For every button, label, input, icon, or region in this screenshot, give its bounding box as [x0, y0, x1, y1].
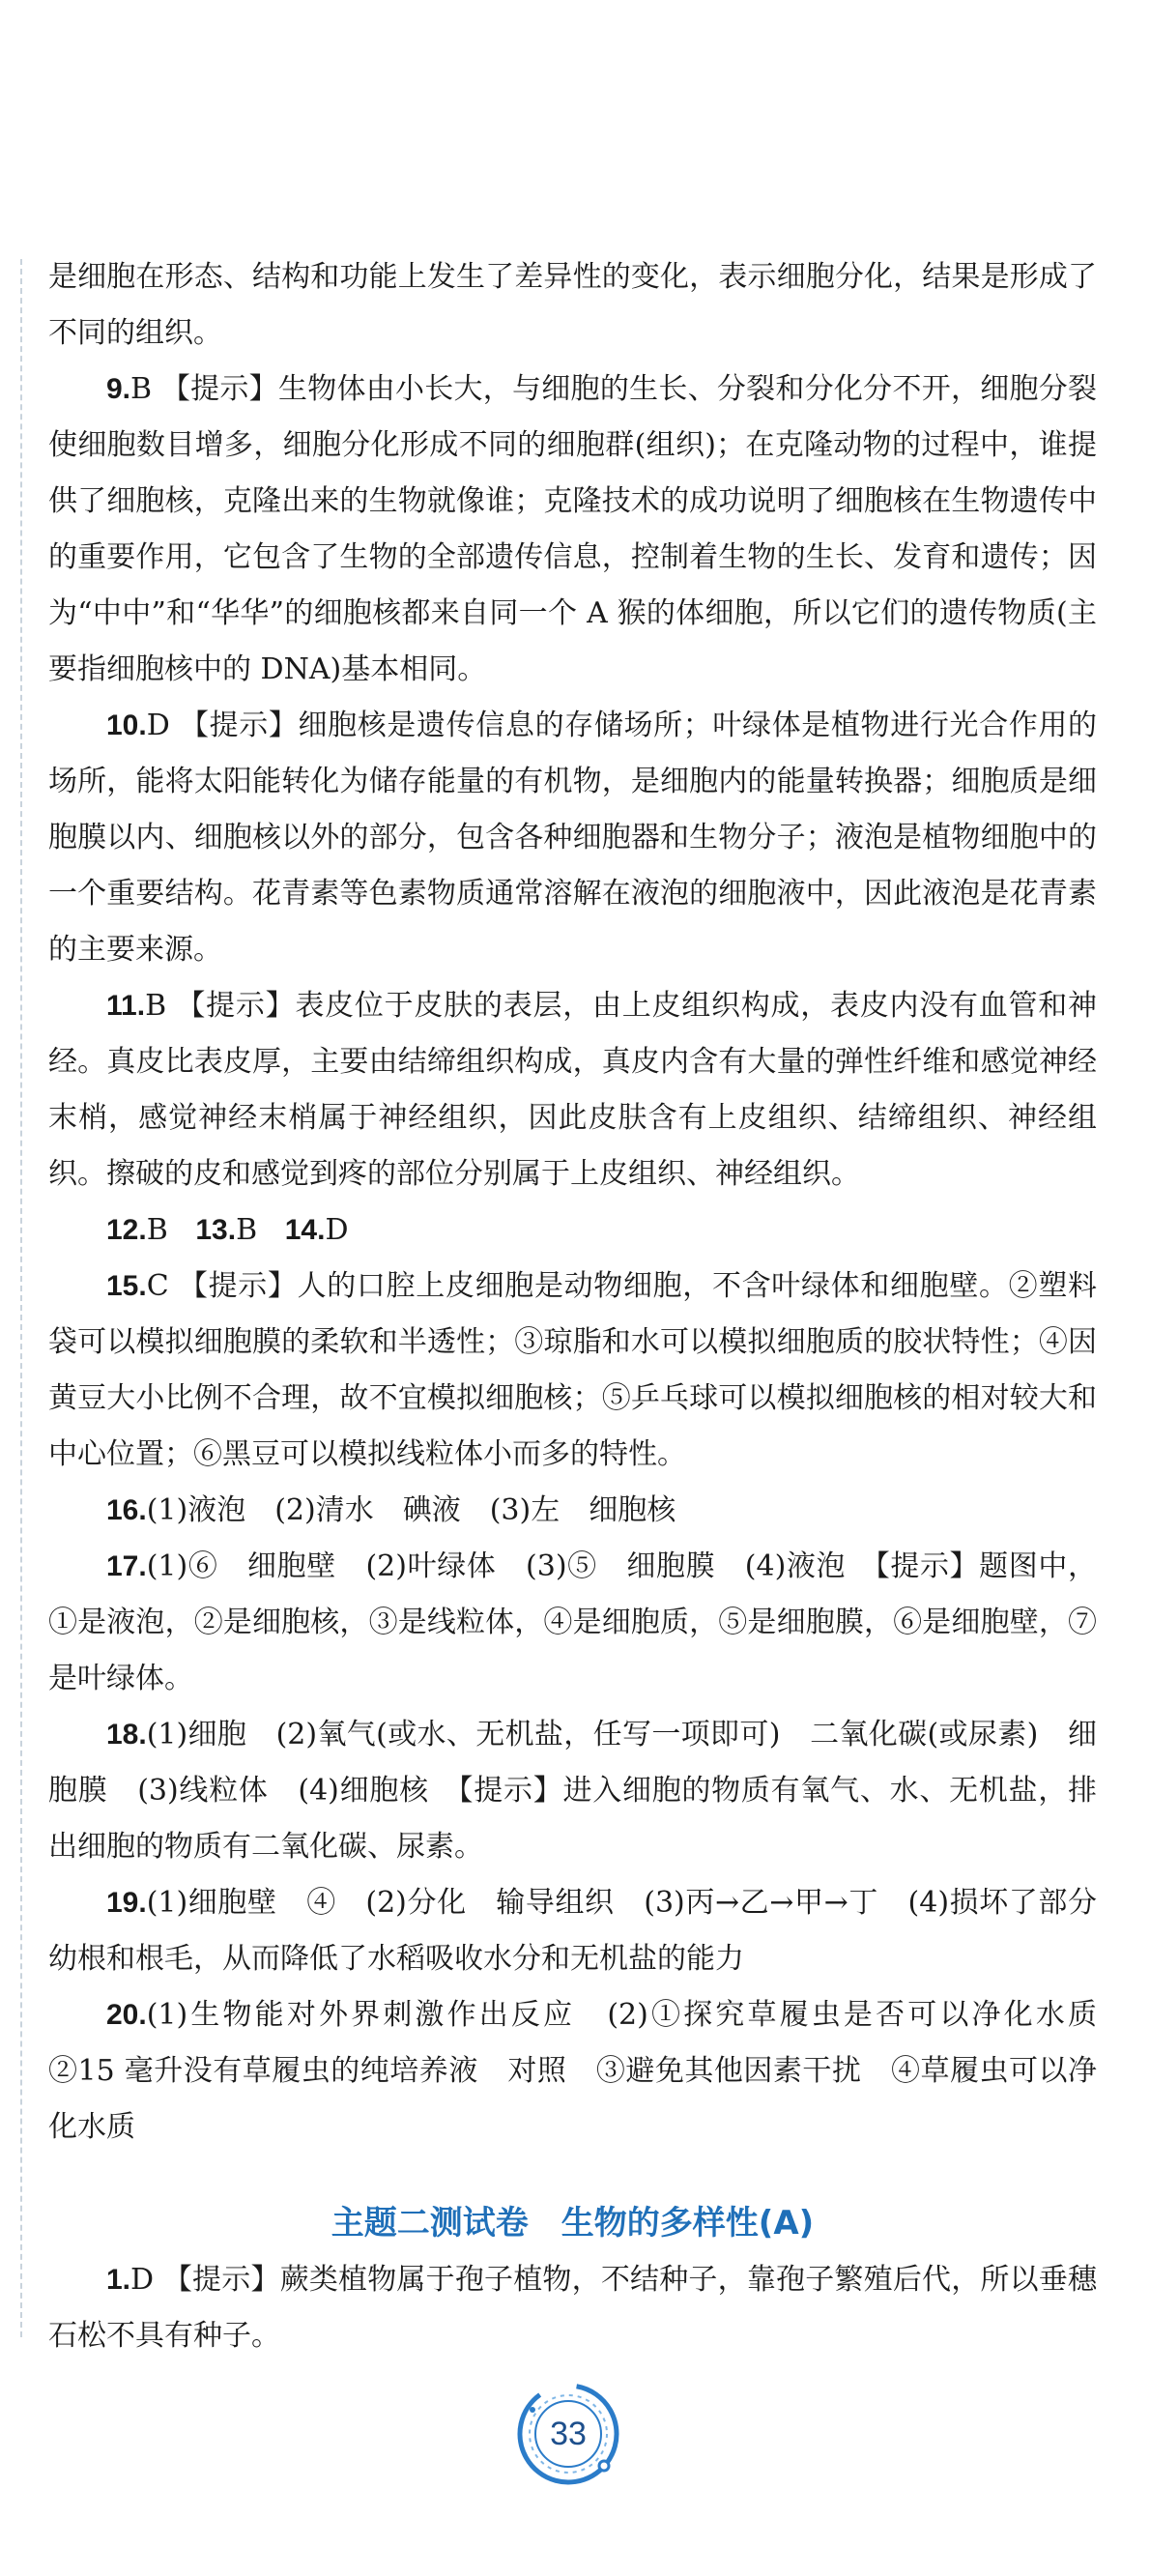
answer-letter: B: [130, 372, 153, 406]
question-number: 18.: [106, 1719, 147, 1751]
question-number: 15.: [106, 1270, 147, 1302]
page-number-badge: [515, 2381, 621, 2487]
answer-letter: B: [236, 1213, 258, 1247]
question-number: 14.: [284, 1214, 326, 1246]
question-number: 1.: [106, 2264, 131, 2296]
page-margin-dashed-line: [20, 259, 22, 2337]
paragraph-text: 表皮位于皮肤的表层，由上皮组织构成，表皮内没有血管和神经。真皮比表皮厚，主要由结缔组织构成，真皮内含有大量的弹性纤维和感觉神经末梢，感觉神经末梢属于神经组织，因此皮肤含有上皮组织、结缔组织、神经组织。擦破的皮和感觉到疼的部位分别属于上皮组织、神经组织。: [48, 989, 1097, 1191]
answer-11: [48, 978, 1097, 1202]
paragraph-text: 人的口腔上皮细胞是动物细胞，不含叶绿体和细胞壁。②塑料袋可以模拟细胞膜的柔软和半透性；③琼脂和水可以模拟细胞质的胶状特性；④因黄豆大小比例不合理，故不宜模拟细胞核；⑤乒乓球可以模拟细胞核的相对较大和中心位置；⑥黑豆可以模拟线粒体小而多的特性。: [48, 1269, 1098, 1471]
paragraph-text: (1)⑥ 细胞壁 (2)叶绿体 (3)⑤ 细胞膜 (4)液泡 【提示】题图中，①是液泡，②是细胞核，③是线粒体，④是细胞质，⑤是细胞膜，⑥是细胞壁，⑦是叶绿体。: [48, 1549, 1097, 1695]
question-number: 10.: [106, 709, 147, 741]
hint-label: 【提示】: [178, 1269, 298, 1303]
answer-1: [48, 2252, 1097, 2364]
answer-9: [48, 362, 1097, 698]
answer-19: [48, 1875, 1097, 1987]
paragraph-text: (1)液泡 (2)清水 碘液 (3)左 细胞核: [146, 1493, 676, 1527]
answer-letter: C: [146, 1269, 169, 1303]
question-number: 17.: [106, 1550, 147, 1582]
answer-letter: B: [146, 1213, 168, 1247]
hint-label: 【提示】: [162, 2263, 280, 2297]
hint-label: 【提示】: [179, 709, 299, 742]
paragraph-text: 细胞核是遗传信息的存储场所；叶绿体是植物进行光合作用的场所，能将太阳能转化为储存能量的有机物，是细胞内的能量转换器；细胞质是细胞膜以内、细胞核以外的部分，包含各种细胞器和生物分子；液泡是植物细胞中的一个重要结构。花青素等色素物质通常溶解在液泡的细胞液中，因此液泡是花青素的主要来源。: [48, 709, 1097, 967]
answer-16: [48, 1483, 1097, 1539]
answer-letter: D: [130, 2263, 155, 2297]
paragraph-text: 蕨类植物属于孢子植物，不结种子，靠孢子繁殖后代，所以垂穗石松不具有种子。: [48, 2263, 1098, 2353]
question-number: 20.: [106, 1999, 147, 2031]
page-number: 33: [550, 2416, 587, 2452]
paragraph-text: (1)生物能对外界刺激作出反应 (2)①探究草履虫是否可以净化水质 ②15 毫升没有草履虫的纯培养液 对照 ③避免其他因素干扰 ④草履虫可以净化水质: [48, 1998, 1126, 2144]
question-number: 11.: [106, 990, 146, 1022]
answer-10: [48, 698, 1097, 978]
question-number: 12.: [106, 1214, 147, 1246]
answer-letter: D: [146, 709, 170, 742]
section-title: 主题二测试卷 生物的多样性(A): [331, 2204, 815, 2243]
answer-content: [48, 249, 1126, 2364]
hint-label: 【提示】: [160, 372, 278, 406]
paragraph-continuation: [48, 249, 1097, 362]
question-number: 19.: [106, 1887, 147, 1919]
answer-letter: D: [325, 1213, 349, 1247]
paragraph-text: 生物体由小长大，与细胞的生长、分裂和分化分不开，细胞分裂使细胞数目增多，细胞分化形成不同的细胞群(组织)；在克隆动物的过程中，谁提供了细胞核，克隆出来的生物就像谁；克隆技术的成功说明了细胞核在生物遗传中的重要作用，它包含了生物的全部遗传信息，控制着生物的生长、发育和遗传；因为“中中”和“华华”的细胞核都来自同一个 A 猴的体细胞，所以它们的遗传物质(主要指细胞核中的 DNA)基本相同。: [48, 372, 1098, 686]
paragraph-text: (1)细胞 (2)氧气(或水、无机盐，任写一项即可) 二氧化碳(或尿素) 细胞膜 (3)线粒体 (4)细胞核 【提示】进入细胞的物质有氧气、水、无机盐，排出细胞的物质有二氧化碳、尿素。: [48, 1718, 1097, 1864]
answer-20: [48, 1987, 1126, 2156]
answer-letter: B: [145, 989, 167, 1023]
question-number: 9.: [106, 373, 131, 405]
question-number: 16.: [106, 1494, 147, 1526]
question-number: 13.: [195, 1214, 237, 1246]
answer-15: [48, 1259, 1097, 1483]
hint-label: 【提示】: [176, 989, 296, 1023]
answer-17: [48, 1539, 1097, 1707]
answer-18: [48, 1707, 1097, 1875]
answer-12-14: [48, 1202, 1097, 1259]
paragraph-text: 是细胞在形态、结构和功能上发生了差异性的变化，表示细胞分化，结果是形成了不同的组织。: [48, 260, 1097, 350]
paragraph-text: (1)细胞壁 ④ (2)分化 输导组织 (3)丙→乙→甲→丁 (4)损坏了部分幼根和根毛，从而降低了水稻吸收水分和无机盐的能力: [48, 1886, 1097, 1976]
